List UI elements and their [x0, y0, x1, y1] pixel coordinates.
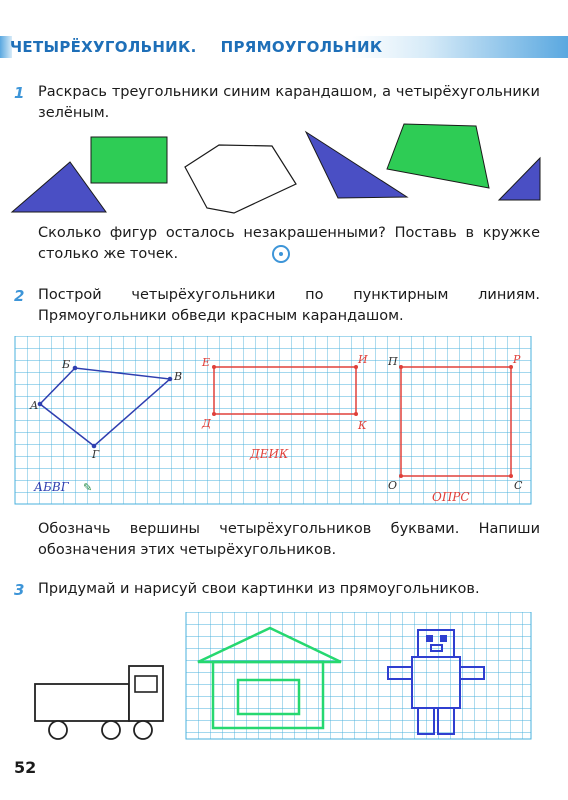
- quadrilateral-green: [387, 124, 489, 188]
- name-abvg: АБВГ: [34, 480, 69, 494]
- triangle-3: [499, 158, 540, 200]
- title-part-1: ЧЕТЫРЁХУГОЛЬНИК.: [10, 38, 197, 56]
- vertex-e: [212, 365, 216, 369]
- task-3-grid-area: [0, 612, 568, 740]
- task-1-shapes: [0, 115, 568, 220]
- task-2-followup: Обозначь вершины четырёхугольников буквами. Напиши обозначения этих четырёхугольников.: [38, 521, 540, 558]
- label-i: И: [358, 353, 368, 366]
- label-o: О: [388, 479, 398, 492]
- label-e: Е: [202, 356, 211, 369]
- label-v: В: [174, 370, 183, 383]
- pencil-mark: ✎: [83, 481, 93, 494]
- vertex-b: [73, 366, 78, 371]
- name-deik: ДЕИК: [250, 447, 289, 461]
- label-s: С: [514, 479, 523, 492]
- answer-circle[interactable]: [270, 243, 292, 265]
- task-1-number: 1: [14, 84, 25, 102]
- vertex-p: [399, 365, 403, 369]
- task-1-text: Раскрась треугольники синим карандашом, а четырёхугольники зелёным.: [38, 84, 540, 121]
- label-g: Г: [92, 448, 100, 461]
- task-2-grid-area: [0, 336, 568, 512]
- robot-eye-left: [427, 636, 432, 641]
- page-title: [10, 38, 382, 56]
- pentagon-white: [185, 145, 296, 213]
- label-k: К: [358, 419, 367, 432]
- label-p: П: [388, 355, 398, 368]
- rectangle-green: [91, 137, 167, 183]
- label-r: Р: [513, 353, 521, 366]
- vertex-o: [399, 474, 403, 478]
- vertex-v: [168, 377, 173, 382]
- label-d: Д: [202, 417, 211, 430]
- label-b: Б: [62, 358, 71, 371]
- vertex-a: [38, 402, 43, 407]
- task-2-grid: [15, 336, 531, 504]
- task-1-question: Сколько фигур осталось незакрашенными? Поставь в кружке столько же точек.: [38, 225, 540, 262]
- vertex-d: [212, 412, 216, 416]
- task-3-grid: [186, 612, 531, 739]
- page-number: 52: [14, 758, 37, 777]
- answer-circle-dot: [279, 252, 283, 256]
- task-3-text: Придумай и нарисуй свои картинки из прямоугольников.: [38, 581, 480, 597]
- vertex-s: [509, 474, 513, 478]
- task-2-text: Построй четырёхугольники по пунктирным линиям. Прямоугольники обведи красным карандашом.: [38, 287, 540, 324]
- label-a: А: [30, 399, 39, 412]
- name-oprs: ОПРС: [432, 490, 470, 504]
- title-part-2: ПРЯМОУГОЛЬНИК: [220, 38, 383, 56]
- task-3-number: 3: [14, 581, 25, 599]
- task-2-number: 2: [14, 287, 25, 305]
- vertex-k: [354, 412, 358, 416]
- robot-eye-right: [441, 636, 446, 641]
